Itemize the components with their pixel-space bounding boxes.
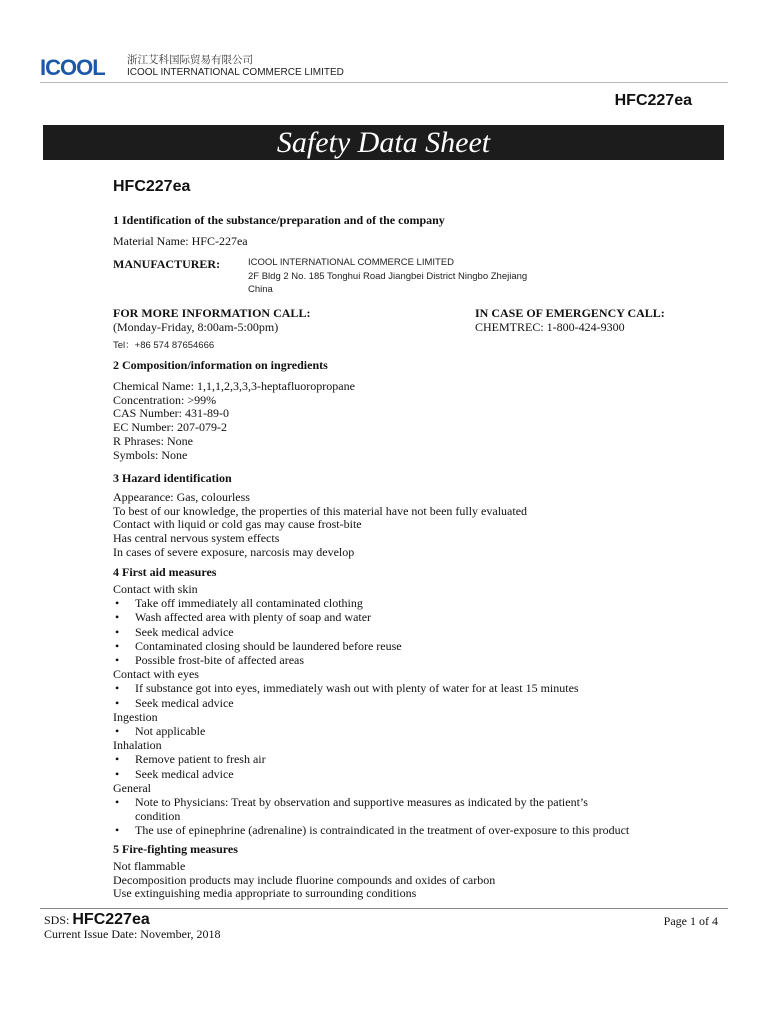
composition-line: Concentration: >99% <box>113 392 217 407</box>
composition-line: CAS Number: 431-89-0 <box>113 406 229 421</box>
manufacturer-line: 2F Bldg 2 No. 185 Tonghui Road Jiangbei District Ningbo Zhejiang <box>248 271 528 282</box>
list-item: • The use of epinephrine (adrenaline) is contraindicated in the treatment of over-exposure to this product <box>113 823 629 837</box>
list-item: • Contaminated closing should be laundered before reuse <box>113 639 629 653</box>
fire-fighting-line: Decomposition products may include fluorine compounds and oxides of carbon <box>113 872 496 887</box>
hazard-line: Appearance: Gas, colourless <box>113 490 250 504</box>
footer-divider <box>40 908 728 909</box>
list-item: • Seek medical advice <box>113 767 629 781</box>
first-aid-subheading: Contact with skin <box>113 582 198 596</box>
document-title: Safety Data Sheet <box>276 126 491 159</box>
logo-text: ICOOL <box>40 56 105 78</box>
list-item: • Note to Physicians: Treat by observation and supportive measures as indicated by the patient’s condition <box>113 795 615 823</box>
page-number: Page 1 of 4 <box>663 914 718 928</box>
company-name-cn: 浙江艾科国际贸易有限公司 <box>127 54 253 66</box>
list-item: • Remove patient to fresh air <box>113 752 629 766</box>
first-aid-subheading: Ingestion <box>113 709 158 724</box>
product-name: HFC227ea <box>113 178 191 195</box>
list-item: • Seek medical advice <box>113 625 629 639</box>
list-item: • Take off immediately all contaminated clothing <box>113 596 629 610</box>
title-bar <box>43 125 724 160</box>
info-call-tel: Tel：+86 574 87654666 <box>113 340 215 351</box>
emergency-call-label: IN CASE OF EMERGENCY CALL: <box>475 306 665 320</box>
section-3-heading: 3 Hazard identification <box>113 471 232 485</box>
hazard-line: To best of our knowledge, the properties of this material have not been fully evaluated <box>113 503 528 518</box>
fire-fighting-list <box>113 860 495 901</box>
manufacturer-label: MANUFACTURER: <box>113 257 221 271</box>
emergency-number: CHEMTREC: 1-800-424-9300 <box>475 320 625 334</box>
header-product-name: HFC227ea <box>614 92 692 109</box>
list-item: • Seek medical advice <box>113 696 629 710</box>
company-name-en: ICOOL INTERNATIONAL COMMERCE LIMITED <box>127 67 344 78</box>
first-aid-subheading: Contact with eyes <box>113 667 199 682</box>
section-2-heading: 2 Composition/information on ingredients <box>113 358 328 372</box>
material-name: Material Name: HFC-227ea <box>113 234 248 248</box>
section-4-heading: 4 First aid measures <box>113 565 217 579</box>
first-aid-subheading: Inhalation <box>113 738 162 753</box>
hazard-line: Has central nervous system effects <box>113 531 280 546</box>
manufacturer-line: China <box>248 284 273 295</box>
composition-line: Symbols: None <box>113 447 188 462</box>
fire-fighting-line: Use extinguishing media appropriate to surrounding conditions <box>113 886 417 901</box>
list-item: • If substance got into eyes, immediately wash out with plenty of water for at least 15 minutes <box>113 681 629 695</box>
composition-line: Chemical Name: 1,1,1,2,3,3,3-heptafluoropropane <box>113 379 355 393</box>
first-aid-list <box>113 582 629 838</box>
footer-sds-label: SDS: <box>44 913 70 927</box>
composition-line: EC Number: 207-079-2 <box>113 420 227 435</box>
footer-sds-product: HFC227ea <box>72 911 150 928</box>
hazard-list <box>113 491 527 560</box>
composition-line: R Phrases: None <box>113 433 193 448</box>
list-item: • Not applicable <box>113 724 629 738</box>
section-5-heading: 5 Fire-fighting measures <box>113 842 238 856</box>
list-item: • Possible frost-bite of affected areas <box>113 653 629 667</box>
first-aid-subheading: General <box>113 780 151 795</box>
company-logo <box>40 56 116 78</box>
fire-fighting-line: Not flammable <box>113 859 186 873</box>
composition-list <box>113 380 355 462</box>
manufacturer-line: ICOOL INTERNATIONAL COMMERCE LIMITED <box>248 257 455 268</box>
issue-date: Current Issue Date: November, 2018 <box>44 927 221 941</box>
info-call-hours: (Monday-Friday, 8:00am-5:00pm) <box>113 320 279 334</box>
hazard-line: Contact with liquid or cold gas may cause frost-bite <box>113 517 362 532</box>
info-call-label: FOR MORE INFORMATION CALL: <box>113 306 311 320</box>
list-item: • Wash affected area with plenty of soap and water <box>113 610 629 624</box>
hazard-line: In cases of severe exposure, narcosis may develop <box>113 544 355 559</box>
section-1-heading: 1 Identification of the substance/preparation and of the company <box>113 213 445 227</box>
header-divider <box>40 82 728 83</box>
